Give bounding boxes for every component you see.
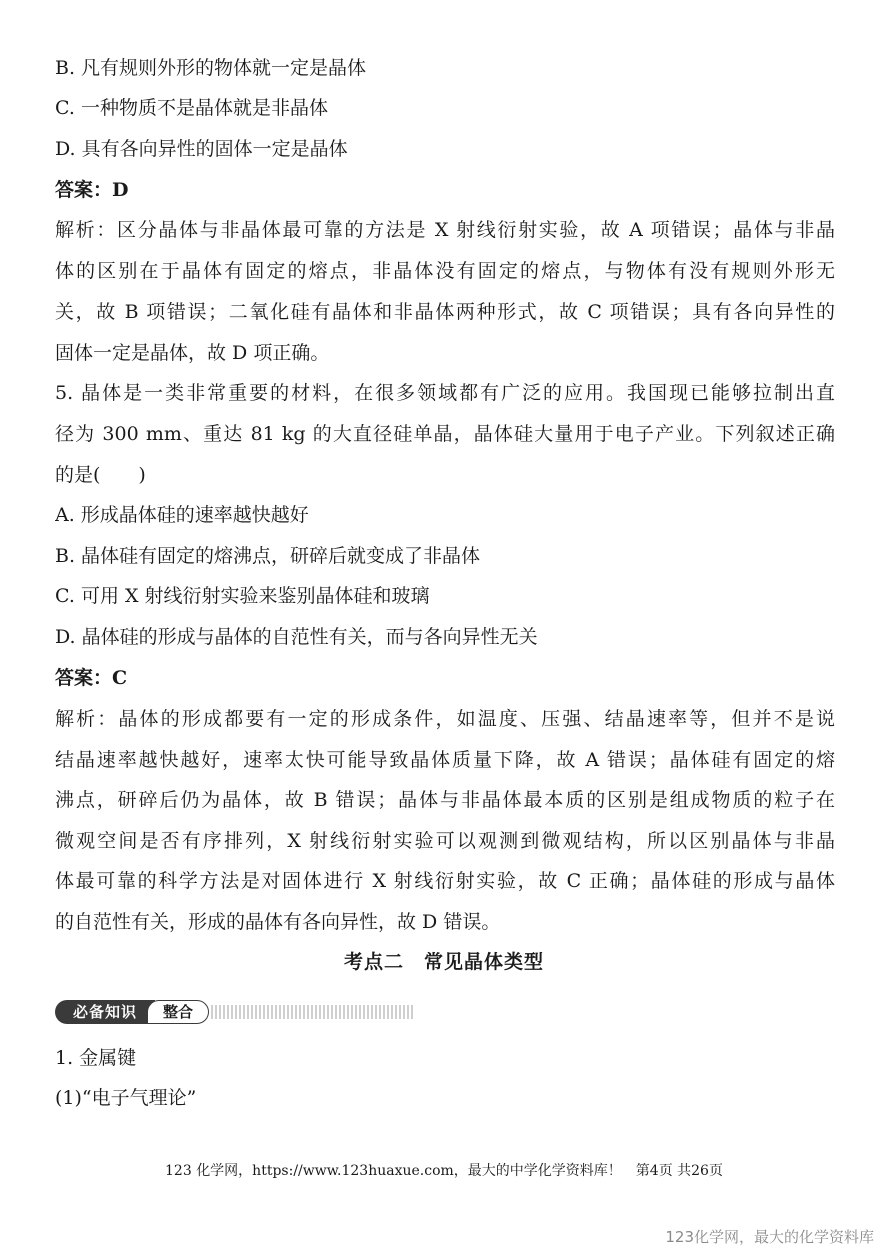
watermark: 123化学网，最大的化学资料库 <box>665 1228 874 1246</box>
answer-value: D <box>112 179 129 201</box>
q5-analysis-line-5: 体最可靠的科学方法是对固体进行 X 射线衍射实验，故 C 正确；晶体硅的形成与晶体 <box>55 870 835 892</box>
q5-option-b: B. 晶体硅有固定的熔沸点，研碎后就变成了非晶体 <box>55 545 481 567</box>
topic-sub-1: (1)“电子气理论” <box>55 1087 197 1109</box>
q5-analysis-line-3: 沸点，研碎后仍为晶体，故 B 错误；晶体与非晶体最本质的区别是组成物质的粒子在 <box>55 789 835 811</box>
q4-analysis-line-2: 体的区别在于晶体有固定的熔点，非晶体没有固定的熔点，与物体有没有规则外形无 <box>55 260 835 282</box>
section-heading: 考点二 常见晶体类型 <box>343 951 544 973</box>
page-footer: 123 化学网，https://www.123huaxue.com，最大的中学化学资料库！ 第4页 共26页 <box>165 1163 723 1179</box>
banner-dark-tag: 必备知识 <box>55 1000 155 1024</box>
knowledge-banner <box>55 1000 415 1024</box>
topic-item-1: 1. 金属键 <box>55 1047 137 1069</box>
q4-answer <box>55 170 835 210</box>
banner-stripe <box>211 1005 415 1019</box>
q5-option-a: A. 形成晶体硅的速率越快越好 <box>55 504 309 526</box>
q5-answer <box>55 658 835 698</box>
q5-option-d: D. 晶体硅的形成与晶体的自范性有关，而与各向异性无关 <box>55 626 538 648</box>
q5-analysis-line-2: 结晶速率越快越好，速率太快可能导致晶体质量下降，故 A 错误；晶体硅有固定的熔 <box>55 749 835 771</box>
q5-stem-line-3: 的是( ) <box>55 464 146 486</box>
q4-analysis-line-1: 解析：区分晶体与非晶体最可靠的方法是 X 射线衍射实验，故 A 项错误；晶体与非晶 <box>55 219 835 241</box>
q4-option-c: C. 一种物质不是晶体就是非晶体 <box>55 97 328 119</box>
answer-value: C <box>112 667 128 689</box>
q5-option-c: C. 可用 X 射线衍射实验来鉴别晶体硅和玻璃 <box>55 585 430 607</box>
answer-label: 答案： <box>55 179 113 201</box>
q4-option-d: D. 具有各向异性的固体一定是晶体 <box>55 138 348 160</box>
q4-analysis-line-4: 固体一定是晶体，故 D 项正确。 <box>55 342 330 364</box>
q5-stem-line-1: 5. 晶体是一类非常重要的材料，在很多领域都有广泛的应用。我国现已能够拉制出直 <box>55 382 835 404</box>
q4-analysis-line-3: 关，故 B 项错误；二氧化硅有晶体和非晶体两种形式，故 C 项错误；具有各向异性的 <box>55 301 835 323</box>
banner-light-tag: 整合 <box>147 1000 209 1024</box>
q4-option-b: B. 凡有规则外形的物体就一定是晶体 <box>55 57 367 79</box>
answer-label: 答案： <box>55 667 113 689</box>
q5-analysis-line-4: 微观空间是否有序排列，X 射线衍射实验可以观测到微观结构，所以区别晶体与非晶 <box>55 830 835 852</box>
q5-stem-line-2: 径为 300 mm、重达 81 kg 的大直径硅单晶，晶体硅大量用于电子产业。下列叙述正确 <box>55 423 835 445</box>
q5-analysis-line-6: 的自范性有关，形成的晶体有各向异性，故 D 错误。 <box>55 911 501 933</box>
q5-analysis-line-1: 解析：晶体的形成都要有一定的形成条件，如温度、压强、结晶速率等，但并不是说 <box>55 708 835 730</box>
